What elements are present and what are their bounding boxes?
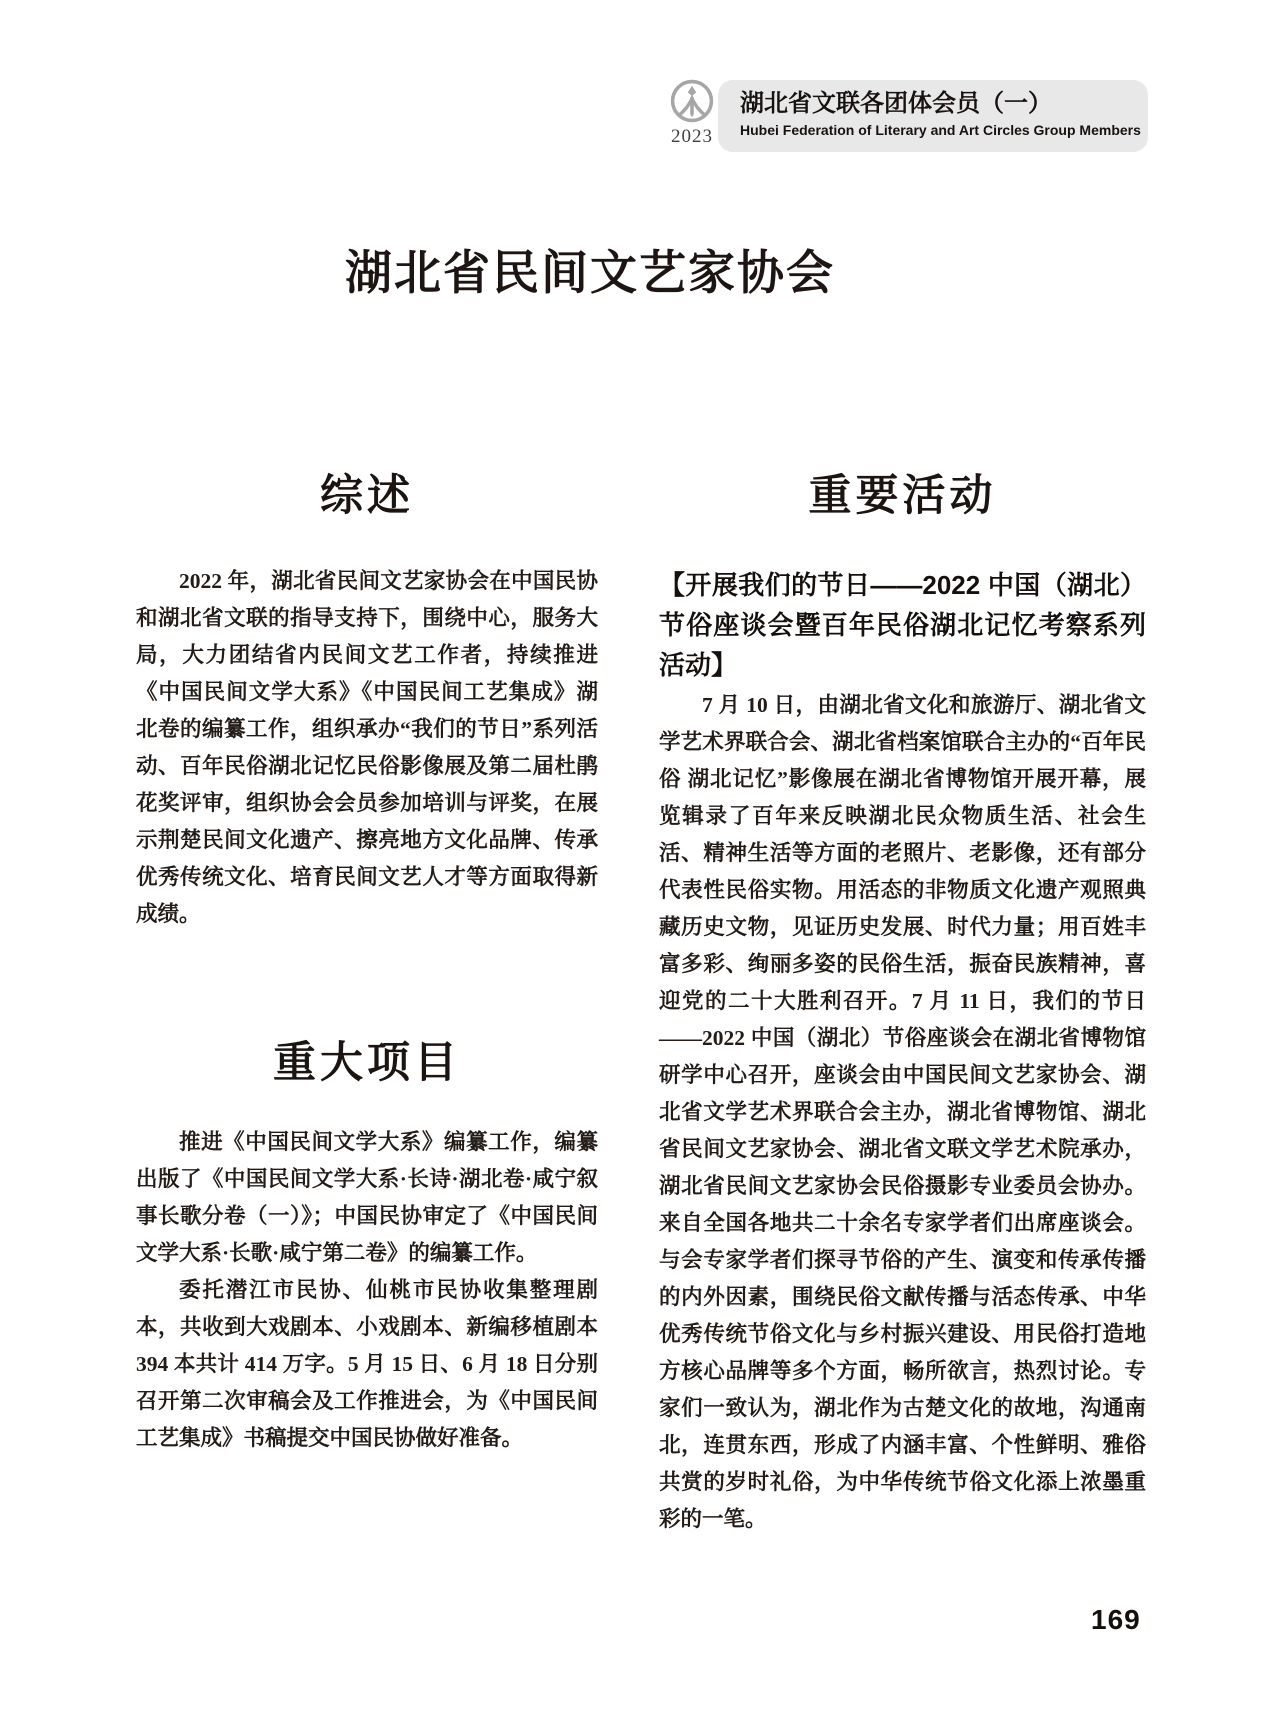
page-number: 169 — [1091, 1604, 1141, 1635]
banner-title-zh: 湖北省文联各团体会员（一） — [740, 90, 1052, 117]
header-banner — [718, 80, 1148, 152]
article-title: 湖北省民间文艺家协会 — [345, 248, 835, 300]
section-heading-overview: 综述 — [320, 472, 414, 520]
banner-subtitle-en: Hubei Federation of Literary and Art Circles Group Members — [740, 122, 1141, 138]
overview-paragraph: 2022 年，湖北省民间文艺家协会在中国民协和湖北省文联的指导支持下，围绕中心，服务大局，大力团结省内民间文艺工作者，持续推进《中国民间文学大系》《中国民间工艺集成》湖北卷的编纂工作，组织承办“我们的节日”系列活动、百年民俗湖北记忆民俗影像展及第二届杜鹃花奖评审，组织协会会员参加培训与评奖，在展示荆楚民间文化遗产、擦亮地方文化品牌、传承优秀传统文化、培育民间文艺人才等方面取得新成绩。 — [136, 569, 598, 926]
right-column — [659, 432, 1146, 1538]
major-projects-paragraph-2: 委托潜江市民协、仙桃市民协收集整理剧本，共收到大戏剧本、小戏剧本、新编移植剧本 394 本共计 414 万字。5 月 15 日、6 月 18 日分别召开第二次审稿会及工作推进会，为《中国民间工艺集成》书稿提交中国民协做好准备。 — [136, 1278, 598, 1450]
section-heading-major-projects: 重大项目 — [273, 1039, 461, 1087]
activities-paragraph: 7 月 10 日，由湖北省文化和旅游厅、湖北省文学艺术界联合会、湖北省档案馆联合主办的“百年民俗 湖北记忆”影像展在湖北省博物馆开展开幕，展览辑录了百年来反映湖北民众物质生活、社会生活、精神生活等方面的老照片、老影像，还有部分代表性民俗实物。用活态的非物质文化遗产观照典藏历史文物，见证历史发展、时代力量；用百姓丰富多彩、绚丽多姿的民俗生活，振奋民族精神，喜迎党的二十大胜利召开。7 月 11 日，我们的节日——2022 中国（湖北）节俗座谈会在湖北省博物馆研学中心召开，座谈会由中国民间文艺家协会、湖北省文学艺术界联合会主办，湖北省博物馆、湖北省民间文艺家协会、湖北省文联文学艺术院承办，湖北省民间文艺家协会民俗摄影专业委员会协办。来自全国各地共二十余名专家学者们出席座谈会。与会专家学者们探寻节俗的产生、演变和传承传播的内外因素，围绕民俗文献传播与活态传承、中华优秀传统节俗文化与乡村振兴建设、用民俗打造地方核心品牌等多个方面，畅所欲言，热烈讨论。专家们一致认为，湖北作为古楚文化的故地，沟通南北，连贯东西，形成了内涵丰富、个性鲜明、雅俗共赏的岁时礼俗，为中华传统节俗文化添上浓墨重彩的一笔。 — [659, 693, 1146, 1531]
major-projects-paragraph-1: 推进《中国民间文学大系》编纂工作，编纂出版了《中国民间文学大系·长诗·湖北卷·咸宁叙事长歌分卷（一）》；中国民协审定了《中国民间文学大系·长歌·咸宁第二卷》的编纂工作。 — [136, 1130, 598, 1265]
federation-logo — [662, 78, 722, 148]
left-column — [136, 432, 598, 1457]
section-heading-activities: 重要活动 — [808, 472, 997, 520]
emblem-icon — [669, 78, 715, 124]
activity-event-title: 【开展我们的节日——2022 中国（湖北）节俗座谈会暨百年民俗湖北记忆考察系列活动】 — [659, 570, 1146, 680]
logo-year: 2023 — [671, 126, 713, 147]
